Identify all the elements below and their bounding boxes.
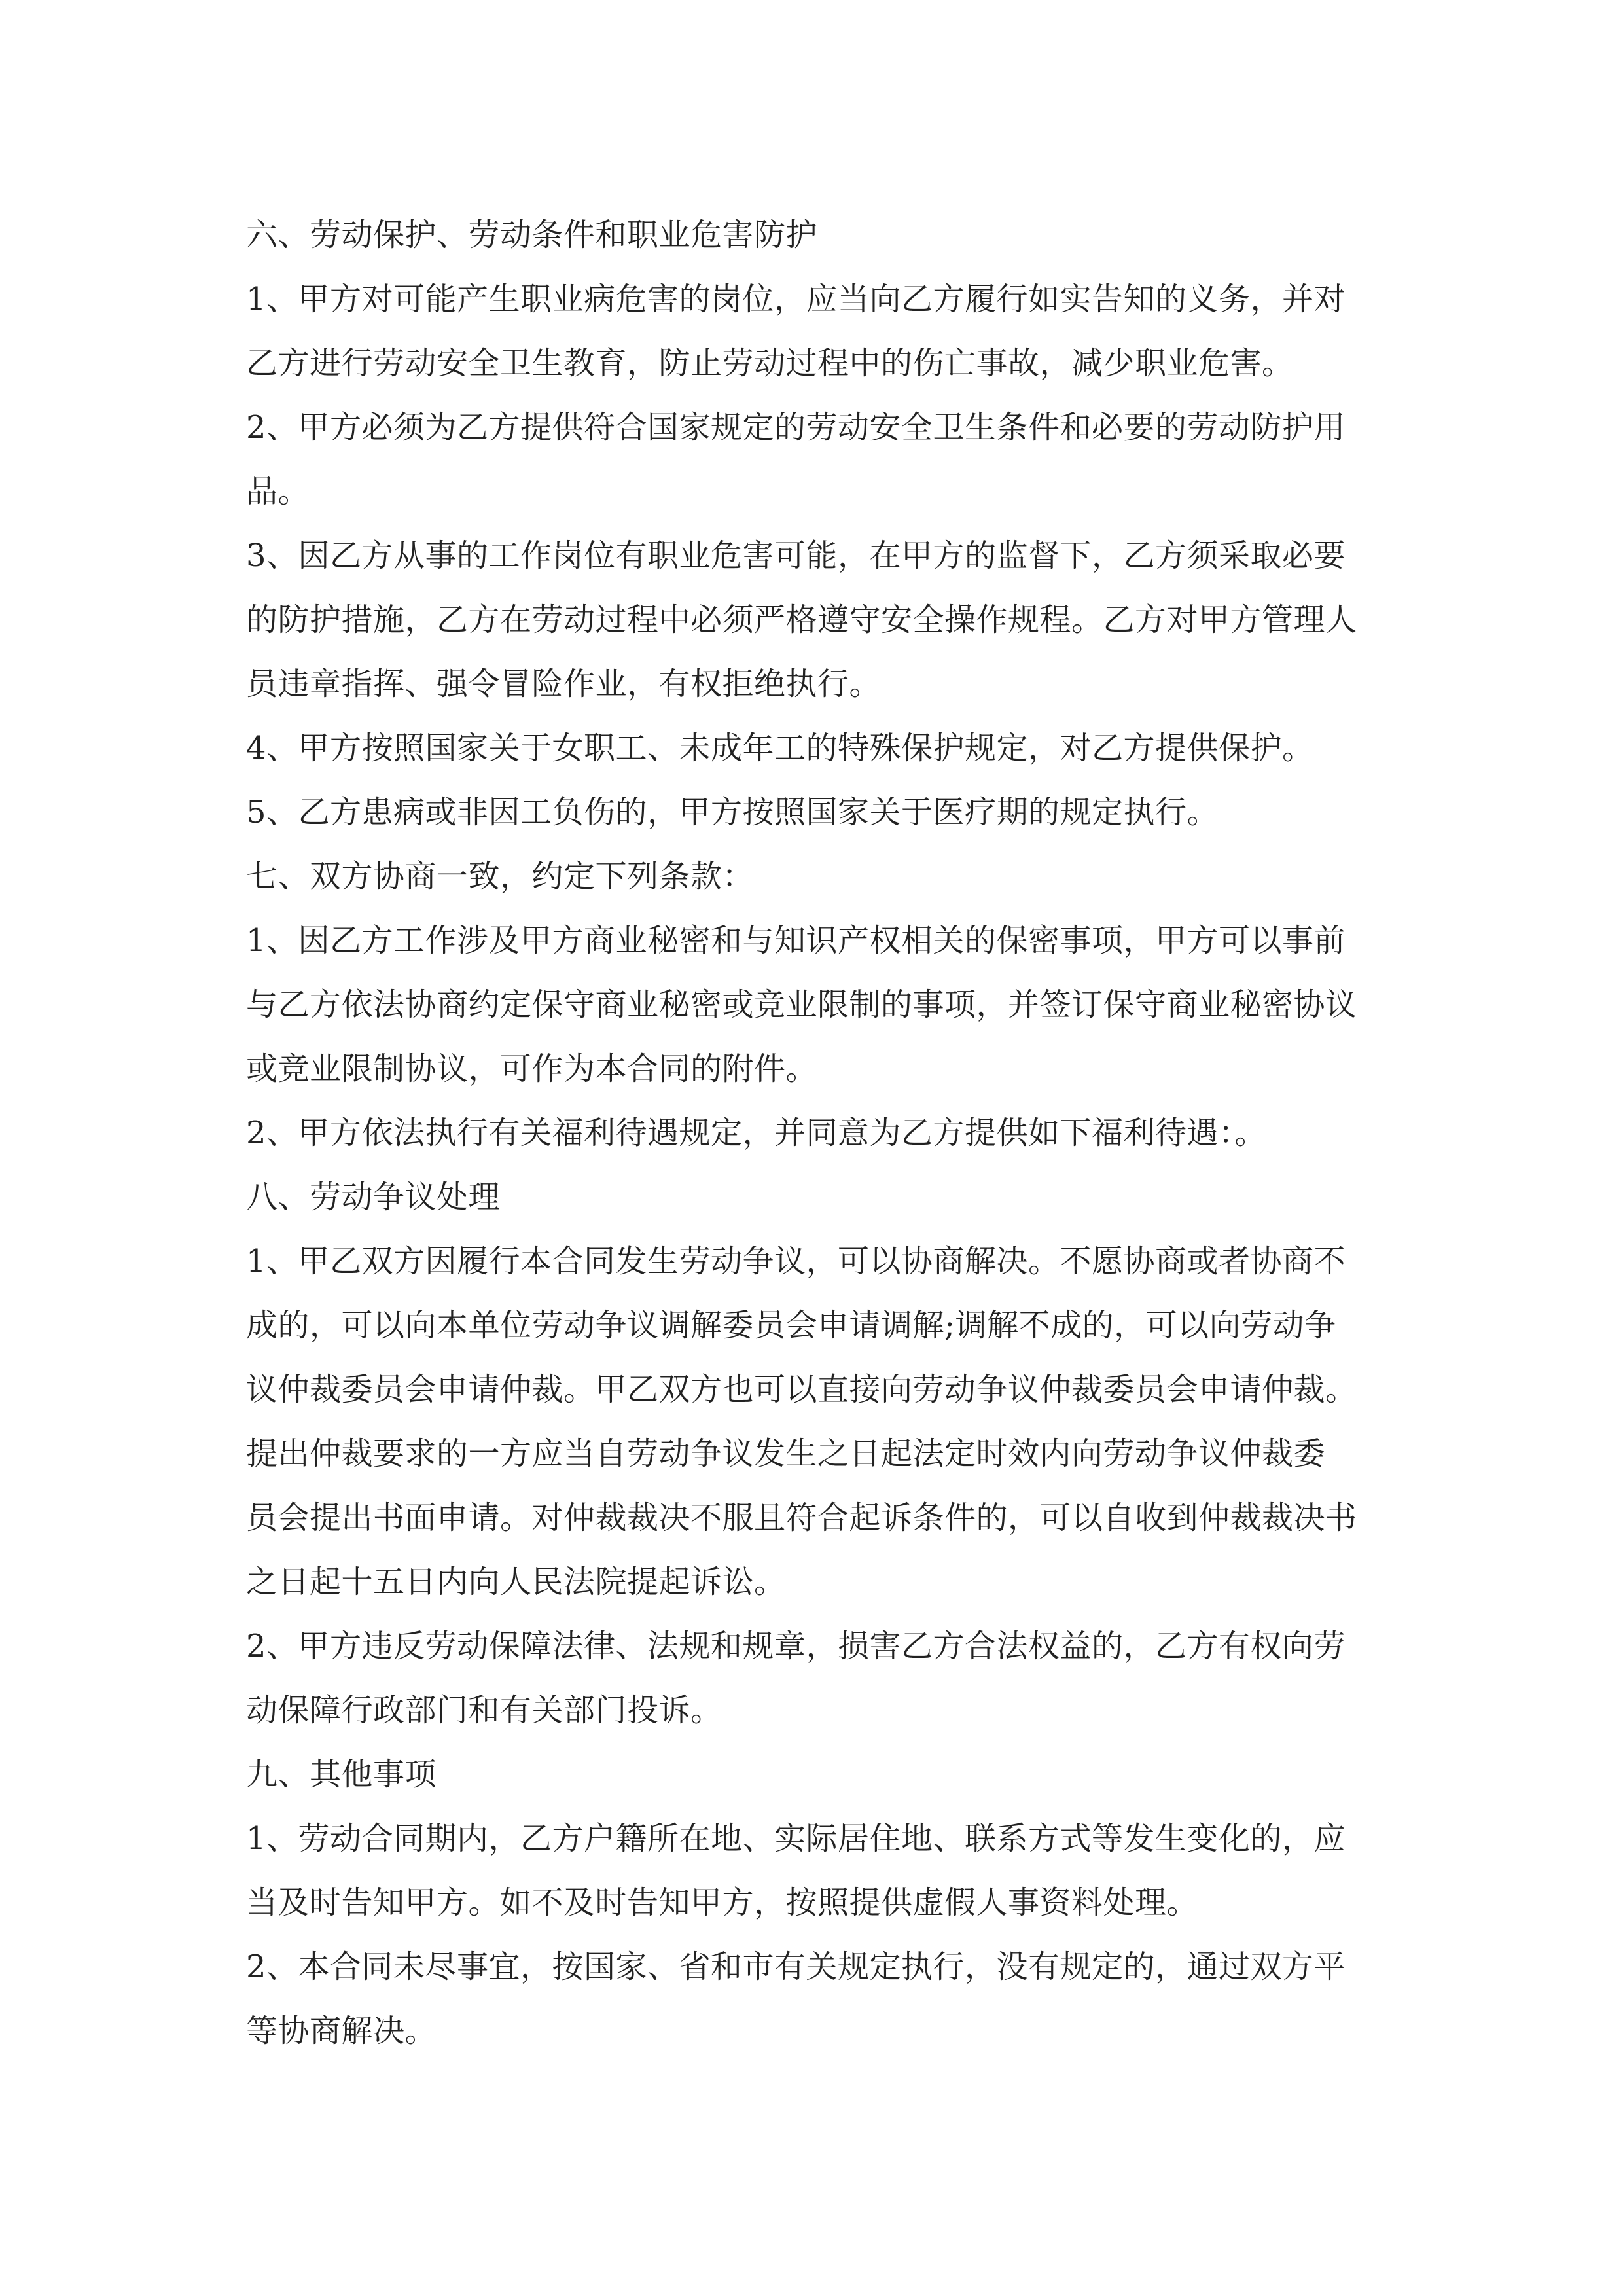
paragraph-line: 乙方进行劳动安全卫生教育，防止劳动过程中的伤亡事故，减少职业危害。 (246, 345, 1294, 382)
paragraph-line: 当及时告知甲方。如不及时告知甲方，按照提供虚假人事资料处理。 (246, 1884, 1199, 1921)
paragraph-line: 成的，可以向本单位劳动争议调解委员会申请调解;调解不成的，可以向劳动争 (246, 1307, 1336, 1344)
section-heading-6: 六、劳动保护、劳动条件和职业危害防护 (246, 217, 818, 253)
paragraph-line: 提出仲裁要求的一方应当自劳动争议发生之日起法定时效内向劳动争议仲裁委 (246, 1435, 1326, 1472)
section-heading-8: 八、劳动争议处理 (246, 1179, 501, 1215)
paragraph-line: 等协商解决。 (246, 2013, 437, 2049)
paragraph-line: 2、甲方依法执行有关福利待遇规定，并同意为乙方提供如下福利待遇：。 (246, 1115, 1267, 1151)
paragraph-line: 1、劳动合同期内，乙方户籍所在地、实际居住地、联系方式等发生变化的，应 (246, 1820, 1346, 1857)
paragraph-line: 的防护措施，乙方在劳动过程中必须严格遵守安全操作规程。乙方对甲方管理人 (246, 601, 1357, 638)
paragraph-line: 1、因乙方工作涉及甲方商业秘密和与知识产权相关的保密事项，甲方可以事前 (246, 922, 1346, 959)
paragraph-line: 或竞业限制协议，可作为本合同的附件。 (246, 1050, 818, 1087)
paragraph-line: 1、甲方对可能产生职业病危害的岗位，应当向乙方履行如实告知的义务，并对 (246, 281, 1346, 317)
paragraph-line: 之日起十五日内向人民法院提起诉讼。 (246, 1564, 786, 1600)
paragraph-line: 3、因乙方从事的工作岗位有职业危害可能，在甲方的监督下，乙方须采取必要 (246, 537, 1346, 574)
paragraph-line: 2、本合同未尽事宜，按国家、省和市有关规定执行，没有规定的，通过双方平 (246, 1948, 1346, 1985)
paragraph-line: 员会提出书面申请。对仲裁裁决不服且符合起诉条件的，可以自收到仲裁裁决书 (246, 1499, 1357, 1536)
paragraph-line: 员违章指挥、强令冒险作业，有权拒绝执行。 (246, 666, 882, 702)
paragraph-line: 动保障行政部门和有关部门投诉。 (246, 1692, 722, 1729)
paragraph-line: 品。 (246, 473, 310, 510)
paragraph-line: 与乙方依法协商约定保守商业秘密或竞业限制的事项，并签订保守商业秘密协议 (246, 986, 1357, 1023)
document-body (246, 203, 1385, 2063)
paragraph-line: 4、甲方按照国家关于女职工、未成年工的特殊保护规定，对乙方提供保护。 (246, 730, 1314, 766)
paragraph-line: 议仲裁委员会申请仲裁。甲乙双方也可以直接向劳动争议仲裁委员会申请仲裁。 (246, 1371, 1357, 1408)
paragraph-line: 1、甲乙双方因履行本合同发生劳动争议，可以协商解决。不愿协商或者协商不 (246, 1243, 1346, 1280)
paragraph-line: 5、乙方患病或非因工负伤的，甲方按照国家关于医疗期的规定执行。 (246, 794, 1219, 831)
paragraph-line: 2、甲方违反劳动保障法律、法规和规章，损害乙方合法权益的，乙方有权向劳 (246, 1628, 1346, 1664)
section-heading-7: 七、双方协商一致，约定下列条款： (246, 858, 755, 895)
paragraph-line: 2、甲方必须为乙方提供符合国家规定的劳动安全卫生条件和必要的劳动防护用 (246, 409, 1346, 446)
section-heading-9: 九、其他事项 (246, 1756, 437, 1793)
